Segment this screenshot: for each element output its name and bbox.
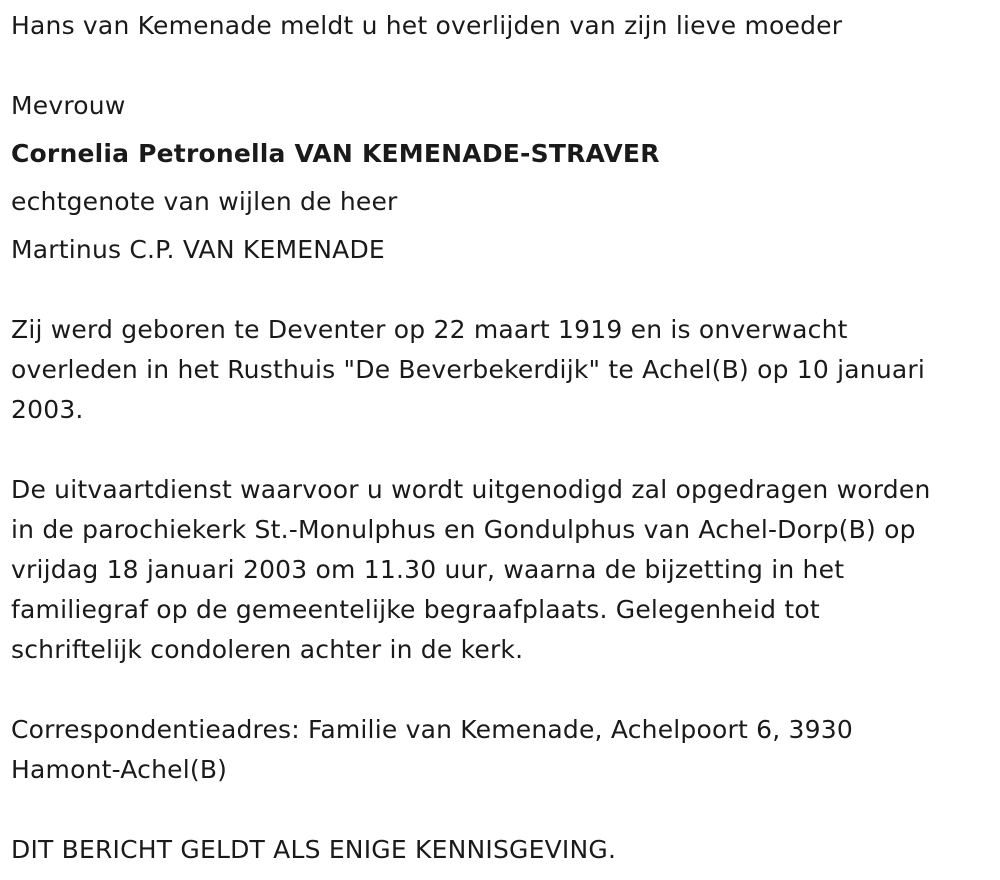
service-line-3: vrijdag 18 januari 2003 om 11.30 uur, waarna de bijzetting in het <box>11 555 845 584</box>
correspondence-line-2: Hamont-Achel(B) <box>11 755 228 784</box>
intro-text: Hans van Kemenade meldt u het overlijden van zijn lieve moeder <box>11 11 843 40</box>
salutation: Mevrouw <box>11 91 126 120</box>
birth-death-line-3: 2003. <box>11 395 84 424</box>
service-line-1: De uitvaartdienst waarvoor u wordt uitgenodigd zal opgedragen worden <box>11 475 931 504</box>
service-line-4: familiegraf op de gemeentelijke begraafplaats. Gelegenheid tot <box>11 595 820 624</box>
correspondence-line-1: Correspondentieadres: Familie van Kemenade, Achelpoort 6, 3930 <box>11 715 853 744</box>
relation-text: echtgenote van wijlen de heer <box>11 187 398 216</box>
birth-death-line-2: overleden in het Rusthuis "De Beverbekerdijk" te Achel(B) op 10 januari <box>11 355 926 384</box>
service-line-2: in de parochiekerk St.-Monulphus en Gondulphus van Achel-Dorp(B) op <box>11 515 916 544</box>
spouse-name: Martinus C.P. VAN KEMENADE <box>11 235 385 264</box>
service-line-5: schriftelijk condoleren achter in de kerk. <box>11 635 524 664</box>
birth-death-line-1: Zij werd geboren te Deventer op 22 maart 1919 en is onverwacht <box>11 315 848 344</box>
notice-text: DIT BERICHT GELDT ALS ENIGE KENNISGEVING. <box>11 835 617 864</box>
deceased-name: Cornelia Petronella VAN KEMENADE-STRAVER <box>11 139 660 168</box>
